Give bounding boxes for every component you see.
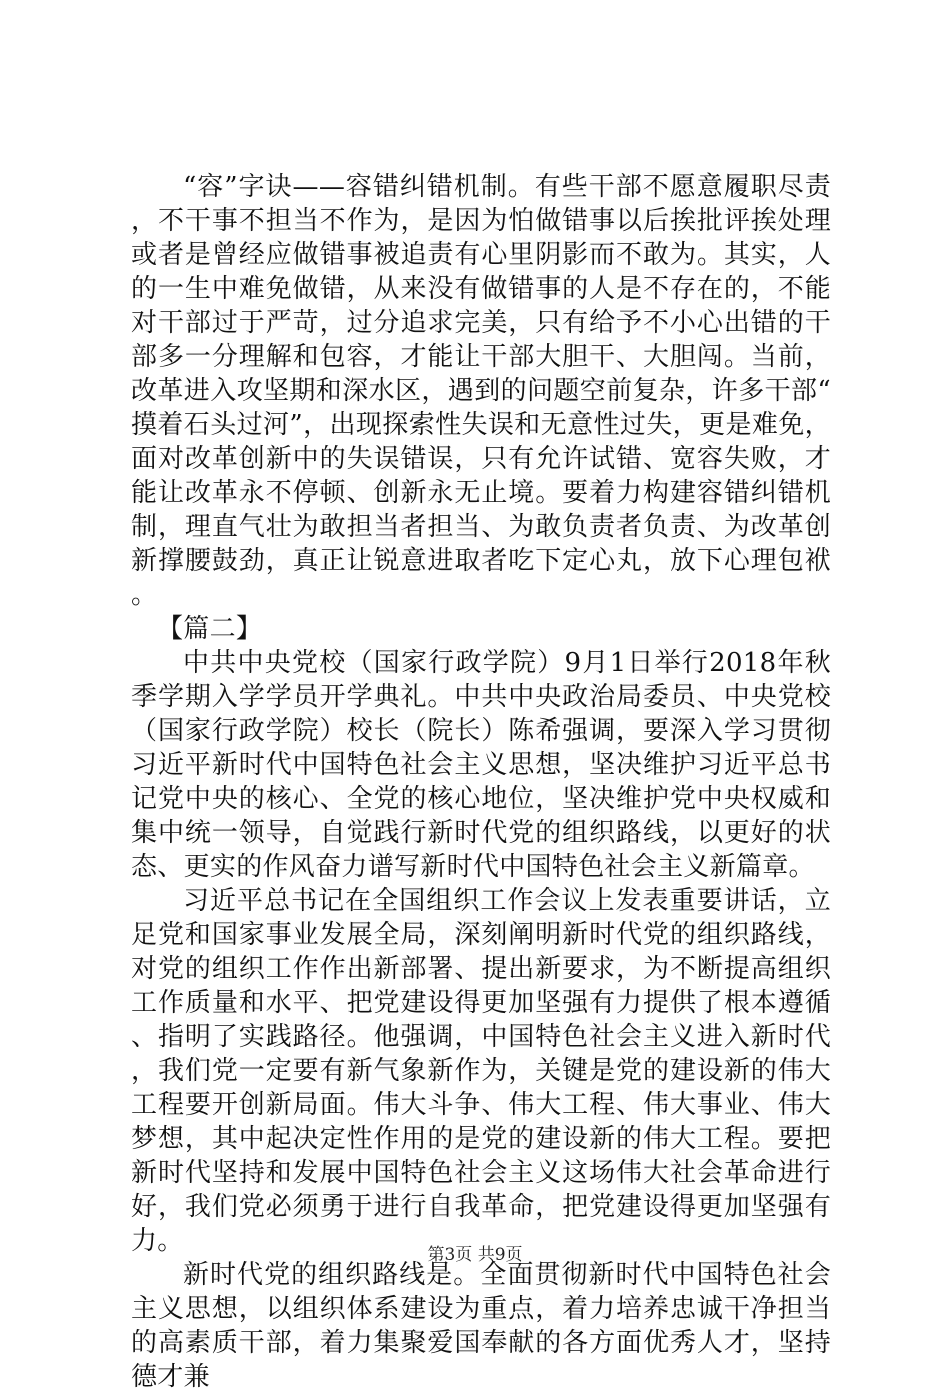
page-number-footer: 第3页 共9页 <box>427 1245 523 1265</box>
paragraph-organization-conference: 习近平总书记在全国组织工作会议上发表重要讲话，立足党和国家事业发展全局，深刻阐明新时代党的组织路线，对党的组织工作作出新部署、提出新要求，为不断提高组织工作质量和水平、把党建设得更加坚强有力提供了根本遵循、指明了实践路径。他强调，中国特色社会主义进入新时代，我们党一定要有新气象新作为，关键是党的建设新的伟大工程要开创新局面。伟大斗争、伟大工程、伟大事业、伟大梦想，其中起决定性作用的是党的建设新的伟大工程。要把新时代坚持和发展中国特色社会主义这场伟大社会革命进行好，我们党必须勇于进行自我革命，把党建设得更加坚强有力。 <box>131 886 831 1256</box>
section-heading-part-two: 【篇二】 <box>157 614 263 644</box>
paragraph-party-school-ceremony: 中共中央党校（国家行政学院）9月1日举行2018年秋季学期入学学员开学典礼。中共中央政治局委员、中央党校（国家行政学院）校长（院长）陈希强调，要深入学习贯彻习近平新时代中国特色社会主义思想，坚决维护习近平总书记党中央的核心、全党的核心地位，坚决维护党中央权威和集中统一领导，自觉践行新时代党的组织路线，以更好的状态、更实的作风奋力谱写新时代中国特色社会主义新篇章。 <box>131 648 831 882</box>
document-body <box>131 170 831 1394</box>
paragraph-rong-principle: “容”字诀——容错纠错机制。有些干部不愿意履职尽责，不干事不担当不作为，是因为怕做错事以后挨批评挨处理或者是曾经应做错事被追责有心里阴影而不敢为。其实，人的一生中难免做错，从来没有做错事的人是不存在的，不能对干部过于严苛，过分追求完美，只有给予不小心出错的干部多一分理解和包容，才能让干部大胆干、大胆闯。当前，改革进入攻坚期和深水区，遇到的问题空前复杂，许多干部“摸着石头过河”，出现探索性失误和无意性过失，更是难免，面对改革创新中的失误错误，只有允许试错、宽容失败，才能让改革永不停顿、创新永无止境。要着力构建容错纠错机制，理直气壮为敢担当者担当、为敢负责者负责、为改革创新撑腰鼓劲，真正让锐意进取者吃下定心丸，放下心理包袱。 <box>131 172 831 610</box>
paragraph-organization-line: 新时代党的组织路线是。全面贯彻新时代中国特色社会主义思想，以组织体系建设为重点，着力培养忠诚干净担当的高素质干部，着力集聚爱国奉献的各方面优秀人才，坚持德才兼 <box>131 1260 831 1392</box>
